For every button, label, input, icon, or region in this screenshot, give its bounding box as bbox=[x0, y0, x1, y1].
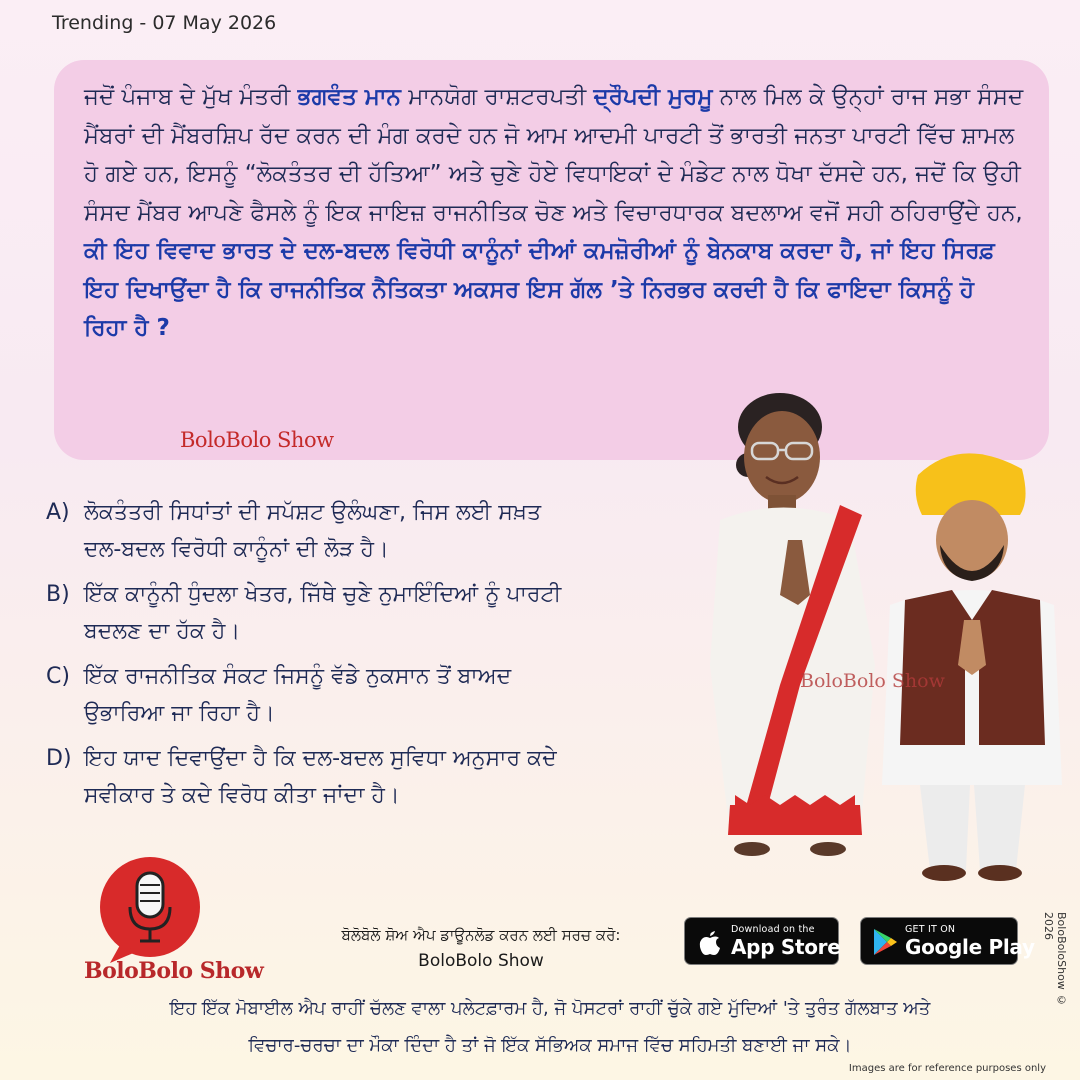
question-segment: ਮਾਨਯੋਗ ਰਾਸ਼ਟਰਪਤੀ bbox=[400, 84, 594, 110]
option-text-line: ਸਵੀਕਾਰ ਤੇ ਕਦੇ ਵਿਰੋਧ ਕੀਤਾ ਜਾਂਦਾ ਹੈ। bbox=[84, 783, 400, 808]
trending-date: Trending - 07 May 2026 bbox=[52, 12, 277, 34]
app-store-big-text: App Store bbox=[731, 935, 841, 959]
platform-description-line: ਵਿਚਾਰ-ਚਰਚਾ ਦਾ ਮੌਕਾ ਦਿੰਦਾ ਹੈ ਤਾਂ ਜੋ ਇੱਕ ਸੱਭਿਅਕ ਸਮਾਜ ਵਿੱਚ ਸਹਿਮਤੀ ਬਣਾਈ ਜਾ ਸਕੇ। bbox=[248, 1035, 852, 1056]
option-letter: D) bbox=[46, 746, 72, 771]
google-play-big-text: Google Play bbox=[905, 935, 1035, 959]
google-play-button[interactable] bbox=[860, 917, 1035, 965]
answer-options bbox=[46, 494, 716, 822]
option-letter: C) bbox=[46, 664, 70, 689]
option-text-line: ਬਦਲਣ ਦਾ ਹੱਕ ਹੈ। bbox=[84, 619, 241, 644]
apple-icon bbox=[697, 927, 723, 957]
app-store-button[interactable] bbox=[684, 917, 839, 965]
leaders-illustration bbox=[690, 365, 1080, 890]
man-figure bbox=[882, 453, 1062, 881]
search-instruction-line: ਬੋਲੋਬੋਲੋ ਸ਼ੋਅ ਐਪ ਡਾਊਨਲੋਡ ਕਰਨ ਲਈ ਸਰਚ ਕਰੋ: bbox=[341, 926, 621, 944]
question-highlight: ਕੀ ਇਹ ਵਿਵਾਦ ਭਾਰਤ ਦੇ ਦਲ-ਬਦਲ ਵਿਰੋਧੀ ਕਾਨੂੰਨਾਂ ਦੀਆਂ ਕਮਜ਼ੋਰੀਆਂ ਨੂੰ ਬੇਨਕਾਬ ਕਰਦਾ ਹੈ, ਜਾਂ ਇਹ ਸਿਰਫ਼ ਇਹ ਦਿਖਾਉਂਦਾ ਹੈ ਕਿ ਰਾਜਨੀਤਿਕ ਨੈਤਿਕਤਾ ਅਕਸਰ ਇਸ ਗੱਲ ’ਤੇ ਨਿਰਭਰ ਕਰਦੀ ਹੈ ਕਿ ਫਾਇਦਾ ਕਿਸਨੂੰ ਹੋ ਰਿਹਾ ਹੈ ? bbox=[84, 238, 995, 341]
option-letter: A) bbox=[46, 500, 70, 525]
illustration-watermark: BoloBolo Show bbox=[800, 670, 945, 692]
question-segment: ਜਦੋਂ ਪੰਜਾਬ ਦੇ ਮੁੱਖ ਮੰਤਰੀ bbox=[84, 84, 298, 110]
option-text-line: ਇੱਕ ਰਾਜਨੀਤਿਕ ਸੰਕਟ ਜਿਸਨੂੰ ਵੱਡੇ ਨੁਕਸਾਨ ਤੋਂ ਬਾਅਦ bbox=[84, 664, 512, 689]
leaders-figures-graphic bbox=[690, 365, 1080, 890]
woman-figure bbox=[710, 393, 875, 856]
option-text-line: ਦਲ-ਬਦਲ ਵਿਰੋਧੀ ਕਾਨੂੰਨਾਂ ਦੀ ਲੋੜ ਹੈ। bbox=[84, 537, 389, 562]
option-text-line: ਇੱਕ ਕਾਨੂੰਨੀ ਧੁੰਦਲਾ ਖੇਤਰ, ਜਿੱਥੇ ਚੁਣੇ ਨੁਮਾਇੰਦਿਆਂ ਨੂੰ ਪਾਰਟੀ bbox=[84, 582, 562, 607]
logo-brand-text: BoloBolo Show bbox=[84, 958, 264, 984]
question-highlight: ਦ੍ਰੌਪਦੀ ਮੁਰਮੂ bbox=[593, 84, 713, 110]
card-brand-watermark: BoloBolo Show bbox=[180, 428, 334, 452]
disclaimer-text: Images are for reference purposes only bbox=[848, 1063, 1046, 1074]
option-text-line: ਉਭਾਰਿਆ ਜਾ ਰਿਹਾ ਹੈ। bbox=[84, 701, 275, 726]
app-store-small-text: Download on the bbox=[731, 924, 815, 935]
google-play-icon bbox=[871, 927, 899, 957]
option-b[interactable] bbox=[46, 576, 716, 650]
question-text bbox=[84, 78, 1024, 348]
platform-description bbox=[60, 990, 1040, 1064]
option-letter: B) bbox=[46, 582, 70, 607]
option-text-line: ਲੋਕਤੰਤਰੀ ਸਿਧਾਂਤਾਂ ਦੀ ਸਪੱਸ਼ਟ ਉਲੰਘਣਾ, ਜਿਸ ਲਈ ਸਖ਼ਤ bbox=[84, 500, 542, 525]
option-a[interactable] bbox=[46, 494, 716, 568]
search-app-name: BoloBolo Show bbox=[418, 951, 544, 971]
question-segment: ਨਾਲ ਮਿਲ ਕੇ ਉਨ੍ਹਾਂ ਰਾਜ ਸਭਾ ਸੰਸਦ ਮੈਂਬਰਾਂ ਦੀ ਮੈਂਬਰਸ਼ਿਪ ਰੱਦ ਕਰਨ ਦੀ ਮੰਗ ਕਰਦੇ ਹਨ ਜੋ ਆਮ ਆਦਮੀ ਪਾਰਟੀ ਤੋਂ ਭਾਰਤੀ ਜਨਤਾ ਪਾਰਟੀ ਵਿੱਚ ਸ਼ਾਮਲ ਹੋ ਗਏ ਹਨ, ਇਸਨੂੰ “ਲੋਕਤੰਤਰ ਦੀ ਹੱਤਿਆ” ਅਤੇ ਚੁਣੇ ਹੋਏ ਵਿਧਾਇਕਾਂ ਦੇ ਮੰਡੇਟ ਨਾਲ ਧੋਖਾ ਦੱਸਦੇ ਹਨ, ਜਦੋਂ ਕਿ ਉਹੀ ਸੰਸਦ ਮੈਂਬਰ ਆਪਣੇ ਫੈਸਲੇ ਨੂੰ ਇਕ ਜਾਇਜ਼ ਰਾਜਨੀਤਿਕ ਚੋਣ ਅਤੇ ਵਿਚਾਰਧਾਰਕ ਬਦਲਾਅ ਵਜੋਂ ਸਹੀ ਠਹਿਰਾਉਂਦੇ ਹਨ, bbox=[84, 84, 1024, 226]
option-d[interactable] bbox=[46, 740, 716, 814]
question-highlight: ਭਗਵੰਤ ਮਾਨ bbox=[297, 84, 401, 110]
copyright-text: BoloBoloShow © 2026 bbox=[1042, 912, 1068, 1007]
microphone-icon bbox=[80, 855, 240, 965]
option-c[interactable] bbox=[46, 658, 716, 732]
platform-description-line: ਇਹ ਇੱਕ ਮੋਬਾਈਲ ਐਪ ਰਾਹੀਂ ਚੱਲਣ ਵਾਲਾ ਪਲੇਟਫ਼ਾਰਮ ਹੈ, ਜੋ ਪੋਸਟਰਾਂ ਰਾਹੀਂ ਚੁੱਕੇ ਗਏ ਮੁੱਦਿਆਂ 'ਤੇ ਤੁਰੰਤ ਗੱਲਬਾਤ ਅਤੇ bbox=[169, 998, 931, 1019]
google-play-small-text: GET IT ON bbox=[905, 924, 956, 935]
search-instruction bbox=[300, 922, 662, 974]
option-text-line: ਇਹ ਯਾਦ ਦਿਵਾਉਂਦਾ ਹੈ ਕਿ ਦਲ-ਬਦਲ ਸੁਵਿਧਾ ਅਨੁਸਾਰ ਕਦੇ bbox=[84, 746, 557, 771]
